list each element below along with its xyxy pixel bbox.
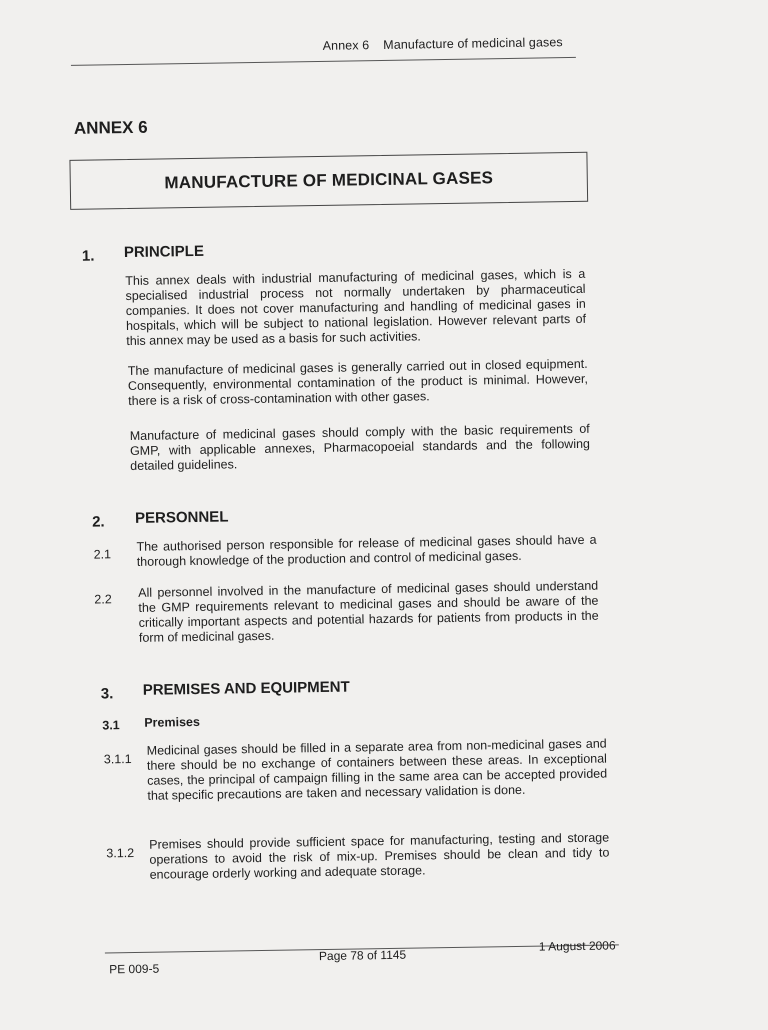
header-annex: Annex 6 (322, 38, 370, 53)
annex-label: ANNEX 6 (73, 117, 148, 138)
header-title: Manufacture of medicinal gases (383, 35, 563, 52)
section-1-paragraph-2: The manufacture of medicinal gases is generally carried out in closed equipment. Consequently, environmental contamination of the product is minimal. However, there is a risk of cross-contamination with other gases. (127, 356, 589, 409)
item-3-1-2-text: Premises should provide sufficient space for manufacturing, testing and storage operations to avoid the risk of mix-up. Premises should be clean and tidy to encourage orderly working and adequate storage. (149, 830, 610, 882)
section-3-number: 3. (100, 685, 114, 703)
section-1-number: 1. (81, 247, 95, 265)
section-1-paragraph-1: This annex deals with industrial manufacturing of medicinal gases, which is a specialised industrial process not normally undertaken by pharmaceutical companies. It does not cover manufacturing and handling of medicinal gases in hospitals, which will be subject to national legislation. However relevant parts of this annex may be used as a basis for such activities. (125, 266, 587, 349)
item-2-2-number: 2.2 (94, 592, 112, 607)
item-2-1-number: 2.1 (93, 547, 112, 562)
section-1-title: PRINCIPLE (123, 242, 205, 262)
subsection-3-1-number: 3.1 (102, 718, 120, 733)
footer-doc-id: PE 009-5 (109, 961, 160, 977)
item-2-2-text: All personnel involved in the manufacture of medicinal gases should understand the GMP requirements relevant to medicinal gases and should be aware of the critically important aspects and potential hazards for patients from products in the form of medicinal gases. (138, 578, 599, 645)
section-1-paragraph-3: Manufacture of medicinal gases should comply with the basic requirements of GMP, with applicable annexes, Pharmacopoeial standards and the following detailed guidelines. (129, 421, 591, 473)
item-3-1-1-text: Medicinal gases should be filled in a separate area from non-medicinal gases and there should be no exchange of containers between these areas. In exceptional cases, the principal of campaign filling in the same area can be accepted provided that specific precautions are taken and necessary validation is done. (146, 736, 608, 803)
footer-date: 1 August 2006 (538, 938, 616, 954)
document-title: MANUFACTURE OF MEDICINAL GASES (164, 168, 494, 193)
item-2-1-text: The authorised person responsible for release of medicinal gases should have a thorough knowledge of the production and control of medicinal gases. (136, 532, 597, 569)
subsection-3-1-title: Premises (144, 714, 200, 730)
header-rule (71, 57, 576, 66)
section-3-title: PREMISES AND EQUIPMENT (142, 678, 350, 699)
section-2-title: PERSONNEL (134, 508, 229, 527)
title-box (69, 152, 588, 210)
item-3-1-1-number: 3.1.1 (103, 751, 132, 767)
footer-page-number: Page 78 of 1145 (318, 947, 407, 964)
item-3-1-2-number: 3.1.2 (106, 845, 135, 861)
section-2-number: 2. (91, 513, 105, 531)
running-header (323, 35, 563, 53)
